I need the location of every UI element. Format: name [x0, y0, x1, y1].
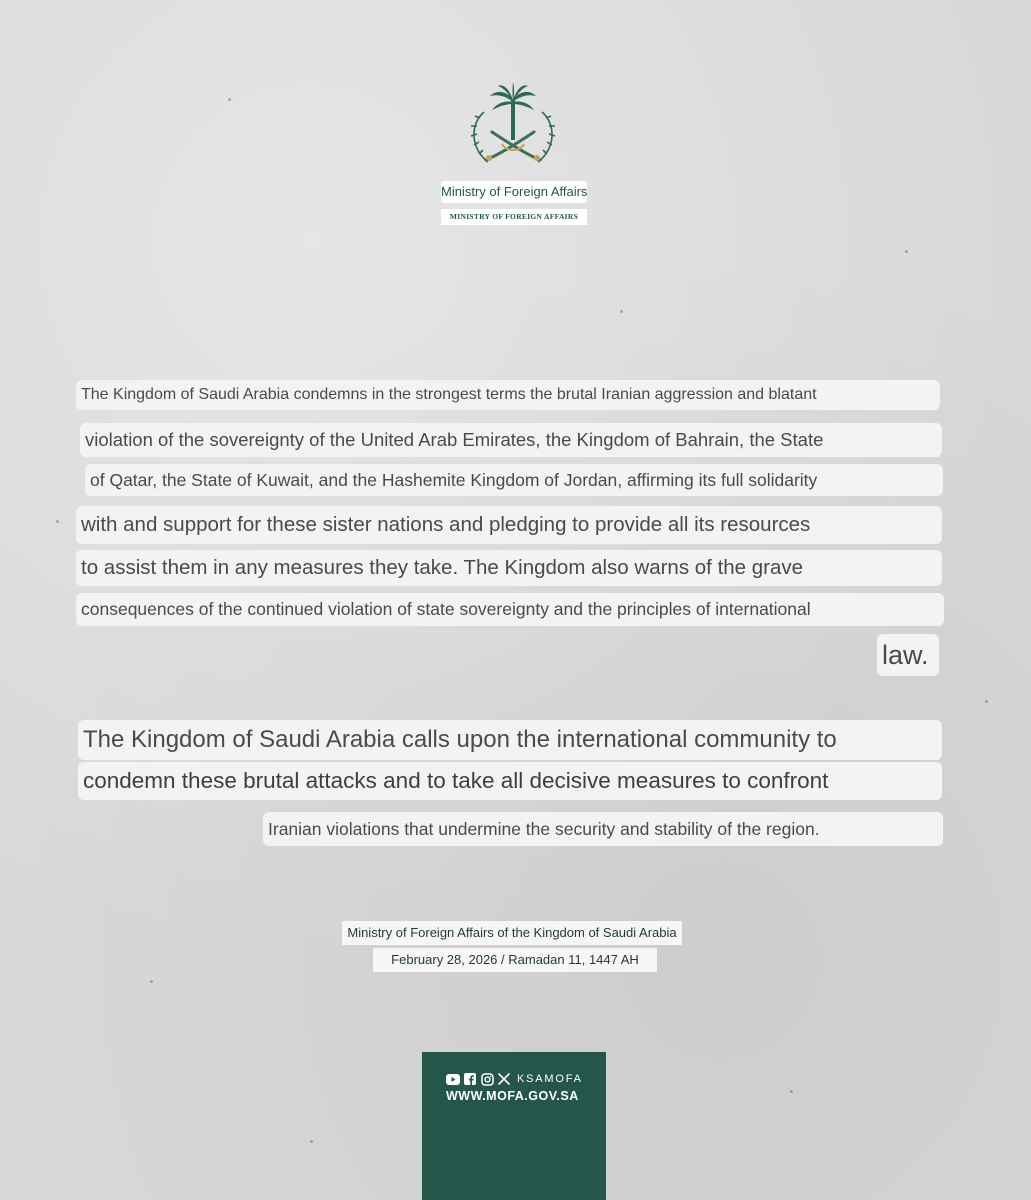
paper-speck	[985, 700, 988, 703]
ministry-subtitle: MINISTRY OF FOREIGN AFFAIRS	[441, 209, 587, 225]
paper-speck	[56, 520, 59, 523]
statement-line: to assist them in any measures they take. The Kingdom also warns of the grave	[76, 550, 942, 586]
paper-speck	[150, 980, 153, 983]
paper-speck	[228, 98, 231, 101]
signature-name: Ministry of Foreign Affairs of the Kingdom of Saudi Arabia	[342, 921, 682, 945]
website-link[interactable]: WWW.MOFA.GOV.SA	[446, 1089, 579, 1103]
statement-line: The Kingdom of Saudi Arabia calls upon the international community to	[78, 720, 942, 760]
instagram-icon[interactable]	[480, 1072, 494, 1086]
facebook-icon[interactable]	[463, 1072, 477, 1086]
statement-line: with and support for these sister nations and pledging to provide all its resources	[76, 506, 942, 544]
footer-panel	[422, 1052, 606, 1200]
statement-line: Iranian violations that undermine the security and stability of the region.	[263, 812, 943, 846]
saudi-emblem-icon	[462, 82, 564, 178]
signature-date: February 28, 2026 / Ramadan 11, 1447 AH	[373, 948, 657, 972]
statement-line: of Qatar, the State of Kuwait, and the Hashemite Kingdom of Jordan, affirming its full solidarity	[85, 464, 943, 496]
statement-line: violation of the sovereignty of the United Arab Emirates, the Kingdom of Bahrain, the State	[80, 423, 942, 457]
x-icon[interactable]	[497, 1072, 511, 1086]
statement-line: The Kingdom of Saudi Arabia condemns in the strongest terms the brutal Iranian aggression and blatant	[76, 380, 940, 410]
statement-line: consequences of the continued violation of state sovereignty and the principles of international	[76, 593, 944, 626]
paper-speck	[905, 250, 908, 253]
youtube-icon[interactable]	[446, 1072, 460, 1086]
paper-speck	[790, 1090, 793, 1093]
statement-line: condemn these brutal attacks and to take all decisive measures to confront	[78, 762, 942, 800]
paper-speck	[620, 310, 623, 313]
social-handle[interactable]: KSAMOFA	[517, 1073, 583, 1085]
ministry-title: Ministry of Foreign Affairs	[441, 181, 587, 203]
statement-line: law.	[877, 634, 939, 676]
paper-speck	[310, 1140, 313, 1143]
social-row	[446, 1070, 583, 1088]
